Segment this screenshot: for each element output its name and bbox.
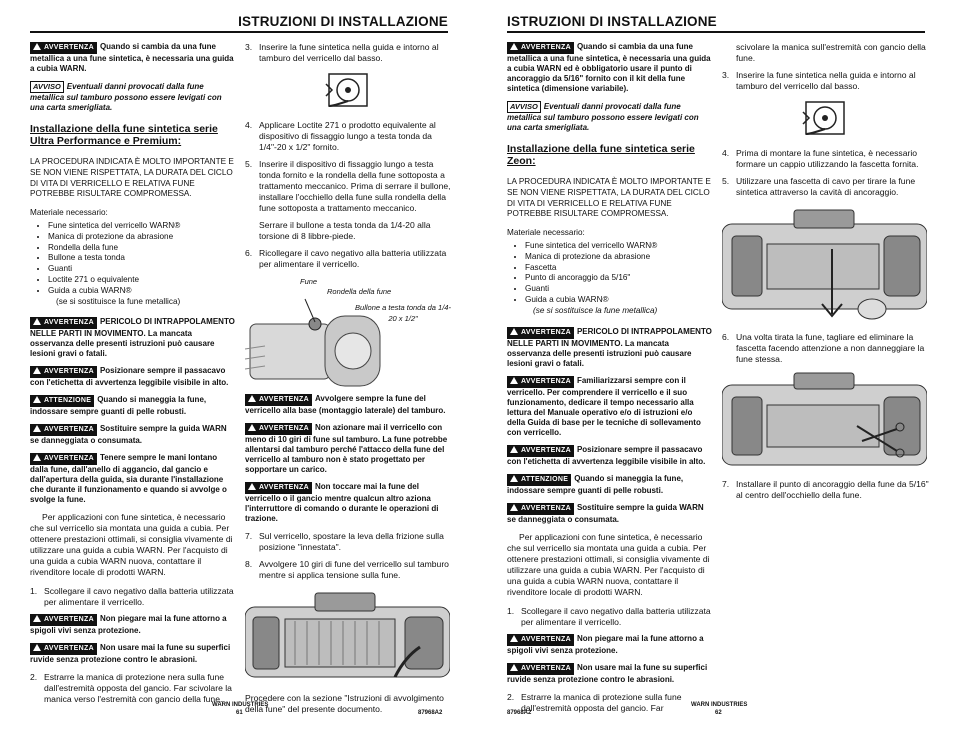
warning-1: AVVERTENZA Quando si cambia da una fune metallica a una fune sintetica, è necessaria una guida a cubia WARN. (30, 42, 234, 73)
right-column-2 (722, 42, 930, 507)
warning-7: AVVERTENZA Non usare mai la fune su superfici ruvide senza protezione contro le abrasioni. (507, 662, 708, 684)
closing-note: Procedere con la sezione "Istruzioni di avvolgimento della fune" del presente documento. (245, 693, 444, 714)
warning-1: AVVERTENZA Quando si cambia da una fune metallica a una fune sintetica, è necessaria una guida a cubia WARN ed è obbligatorio usare il punto di ancoraggio da 5/16" fornito con il kit della fune sintetica (dimensione variabile). (507, 42, 711, 93)
caution-1: ATTENZIONE Quando si maneggia la fune, indossare sempre guanti di pelle robusti. (507, 473, 684, 495)
winch-drum-image (245, 294, 395, 394)
footer-brand: WARN INDUSTRIES (691, 702, 748, 708)
warning-5: AVVERTENZA Tenere sempre le mani lontano dalla fune, dall'anello di aggancio, dal gancio e dall'apertura della guida, sia durante l'installazione che durante il funzionamento e quando si avvolge o svolge la fune. (30, 453, 227, 505)
warning-triangle-icon (33, 644, 41, 651)
warning-6: AVVERTENZA Non piegare mai la fune attorno a spigoli vivi senza protezione. (30, 614, 227, 636)
materials-list (30, 221, 235, 297)
notice-1: AVVISO Eventuali danni provocati dalla fune metallica sul tamburo possono essere levigati con una carta smerigliata. (30, 82, 222, 112)
step-6: 6. Una volta tirata la fune, tagliare ed eliminare la fascetta facendo attenzione a non danneggiare la fune stessa. (722, 332, 925, 364)
footer-doc-code: 87968A2 (418, 710, 443, 716)
warning-tag: AVVERTENZA (30, 42, 97, 54)
material-item: • Fune sintetica del verricello WARN® (48, 221, 235, 232)
warning-triangle-icon (248, 395, 256, 402)
warning-4: AVVERTENZA Posizionare sempre il passacavo con l'etichetta di avvertenza leggibile visibile in alto. (507, 444, 706, 466)
right-column-1 (507, 42, 712, 720)
procedure-note: LA PROCEDURA INDICATA È MOLTO IMPORTANTE E SE NON VIENE RISPETTATA, LA DURATA DEL CICLO DI VITA DI VERRICELLO E RELATIVA FUNE POTREBBE RISULTARE COMPROMESSA. (30, 157, 234, 199)
drum-rope-diagram (800, 98, 850, 138)
drum-rope-diagram (323, 70, 373, 110)
footer-page-number: 61 (236, 710, 243, 716)
step-7: 7. Installare il punto di ancoraggio della fune da 5/16" al centro dell'occhiello della fune. (722, 479, 929, 500)
procedure-note: LA PROCEDURA INDICATA È MOLTO IMPORTANTE E SE NON VIENE RISPETTATA, LA DURATA DEL CICLO DI VITA DI VERRICELLO E RELATIVA FUNE POTREBBE RISULTARE COMPROMESSA. (507, 177, 711, 219)
material-item: • Manica di protezione da abrasione (48, 232, 235, 243)
materials-note: (se si sostituisce la fune metallica) (533, 305, 658, 315)
warning-triangle-icon (33, 425, 41, 432)
step-2-cont: scivolare la manica sull'estremità con gancio della fune. (736, 42, 926, 63)
materials-label: Materiale necessario: (507, 228, 585, 238)
warning-4: AVVERTENZA Sostituire sempre la guida WARN se danneggiata o consumata. (30, 424, 227, 446)
warning-triangle-icon (33, 454, 41, 461)
step-7: 7. Sul verricello, spostare la leva della frizione sulla posizione "innestata". (245, 531, 444, 552)
winch-cut-tie-image (722, 371, 927, 471)
material-item: • Guanti (525, 284, 712, 295)
material-item: • Punto di ancoraggio da 5/16" (525, 273, 712, 284)
label-fune: Fune (300, 277, 318, 286)
label-rondella: Rondella della fune (327, 287, 392, 296)
material-item: • Fascetta (525, 263, 712, 274)
step-5: 5. Utilizzare una fascetta di cavo per tirare la fune sintetica attraverso la cavità di ancoraggio. (722, 176, 916, 197)
step-5-torque: Serrare il bullone a testa tonda da 1/4-20 alla torsione di 8 libbre-piede. (259, 220, 431, 241)
warning-triangle-icon (248, 424, 256, 431)
page-header: ISTRUZIONI DI INSTALLAZIONE (30, 14, 448, 33)
step-3: 3. Inserire la fune sintetica nella guida e intorno al tamburo del verricello dal basso. (722, 70, 916, 91)
warning-3: AVVERTENZA Posizionare sempre il passacavo con l'etichetta di avvertenza leggibile visibile in alto. (30, 366, 229, 388)
material-item: • Guida a cubia WARN® (48, 286, 235, 297)
material-item: • Fune sintetica del verricello WARN® (525, 241, 712, 252)
material-item: • Manica di protezione da abrasione (525, 252, 712, 263)
step-1: 1. Scollegare il cavo negativo dalla batteria utilizzata per alimentare il verricello. (30, 586, 234, 608)
warning-6: AVVERTENZA Non piegare mai la fune attorno a spigoli vivi senza protezione. (507, 633, 704, 655)
warning-triangle-icon (510, 328, 518, 335)
materials-label: Materiale necessario: (30, 208, 108, 218)
warning-triangle-icon (510, 446, 518, 453)
warning-3: AVVERTENZA Familiarizzarsi sempre con il verricello. Per comprendere il verricello e il suo funzionamento, dedicare il tempo necessario alla lettura del Manuale operativo e/o di istruzioni e/o della Guida di base per le tecniche di sollevamento con verricello. (507, 375, 701, 437)
label-bullone: Bullone a testa tonda da 1/4-20 x 1/2" (355, 303, 451, 323)
winch-illustration-1 (245, 276, 453, 394)
page-62 (477, 0, 954, 738)
intro-paragraph: Per applicazioni con fune sintetica, è necessario che sul verricello sia montata una guida a cubia. Per ottenere prestazioni ottimali, si consiglia vivamente di utilizzare una guida a cubia WARN. Per l'acquisto di una guida a cubia WARN nuova, contattare il rivenditore locale di prodotti WARN. (30, 512, 233, 578)
warning-8: AVVERTENZA Avvolgere sempre la fune del verricello alla base (montaggio laterale) del tamburo. (245, 394, 446, 415)
warning-triangle-icon (33, 43, 41, 50)
warning-triangle-icon (510, 635, 518, 642)
left-column-1 (30, 42, 235, 711)
material-item: • Guida a cubia WARN® (525, 295, 712, 306)
warning-2: AVVERTENZA PERICOLO DI INTRAPPOLAMENTO NELLE PARTI IN MOVIMENTO. La mancata osservanza delle presenti istruzioni può causare lesioni gravi o fatali. (30, 317, 235, 359)
material-item: • Rondella della fune (48, 243, 235, 254)
material-item: • Loctite 271 o equivalente (48, 275, 235, 286)
warning-triangle-icon (33, 367, 41, 374)
warning-10: AVVERTENZA Non toccare mai la fune del verricello o il gancio mentre qualcun altro aziona l'interruttore di comando o durante le operazioni di trazione. (245, 482, 439, 523)
page-header: ISTRUZIONI DI INSTALLAZIONE (507, 14, 925, 33)
left-column-2 (245, 42, 453, 723)
intro-paragraph: Per applicazioni con fune sintetica, è necessario che sul verricello sia montata una guida a cubia. Per ottenere prestazioni ottimali, si consiglia vivamente di utilizzare una guida a cubia WARN. Per l'acquisto di una guida a cubia WARN nuova, contattare il rivenditore locale di prodotti WARN. (507, 531, 710, 597)
caution-1: ATTENZIONE Quando si maneggia la fune, indossare sempre guanti di pelle robusti. (30, 395, 207, 417)
warning-triangle-icon (510, 504, 518, 511)
step-6: 6. Ricollegare il cavo negativo alla batteria utilizzata per alimentare il verricello. (245, 248, 447, 269)
materials-list (507, 241, 712, 306)
warning-triangle-icon (248, 483, 256, 490)
materials-note: (se si sostituisce la fune metallica) (56, 296, 181, 306)
step-4: 4. Prima di montare la fune sintetica, è necessario formare un cappio utilizzando la fascetta fornita. (722, 148, 919, 169)
warning-7: AVVERTENZA Non usare mai la fune su superfici ruvide senza protezione contro le abrasioni. (30, 643, 231, 665)
step-4: 4. Applicare Loctite 271 o prodotto equivalente al dispositivo di fissaggio lungo a testa tonda da 1/4"-20 x 1/2" fornito. (245, 120, 436, 152)
caution-triangle-icon (510, 475, 518, 482)
step-2: 2. Estrarre la manica di protezione nera sulla fune dall'estremità opposta del gancio. Far scivolare la manica verso l'estremità con gancio della fune. (30, 672, 232, 705)
step-3: 3. Inserire la fune sintetica nella guida e intorno al tamburo del verricello dal basso. (245, 42, 439, 63)
step-5: 5. Inserire il dispositivo di fissaggio lungo a testa tonda fornito e la rondella della fune sottoposta a trattamento meccanico. Prima di serrare il bullone, installare l'occhiello della fune sulla rondella della fune sottoposta a trattamento meccanico. (245, 159, 451, 213)
material-item: • Bullone a testa tonda (48, 253, 235, 264)
material-item: • Guanti (48, 264, 235, 275)
footer-doc-code: 87968A2 (507, 710, 532, 716)
warning-triangle-icon (510, 664, 518, 671)
section-title: Installazione della fune sintetica serie Zeon: (507, 143, 695, 167)
caution-triangle-icon (33, 396, 41, 403)
section-title: Installazione della fune sintetica serie Ultra Performance e Premium: (30, 123, 218, 147)
warning-triangle-icon (33, 318, 41, 325)
notice-1: AVVISO Eventuali danni provocati dalla fune metallica sul tamburo possono essere levigati con una carta smerigliata. (507, 102, 699, 132)
footer-page-number: 62 (715, 710, 722, 716)
winch-spool-image (245, 587, 450, 685)
step-8: 8. Avvolgere 10 giri di fune del verricello sul tamburo mentre si applica tensione sulla fune. (245, 559, 449, 580)
step-1: 1. Scollegare il cavo negativo dalla batteria utilizzata per alimentare il verricello. (507, 605, 711, 627)
footer-brand: WARN INDUSTRIES (212, 702, 269, 708)
winch-zip-tie-image (722, 204, 927, 324)
warning-9: AVVERTENZA Non azionare mai il verricello con meno di 10 giri di fune sul tamburo. La fune potrebbe allentarsi dal tamburo perché l'attacco della fune del verricello al tamburo non è stato progettato per sopportare un carico. (245, 423, 448, 474)
warning-5: AVVERTENZA Sostituire sempre la guida WARN se danneggiata o consumata. (507, 502, 704, 524)
warning-triangle-icon (33, 615, 41, 622)
warning-triangle-icon (510, 43, 518, 50)
warning-2: AVVERTENZA PERICOLO DI INTRAPPOLAMENTO NELLE PARTI IN MOVIMENTO. La mancata osservanza delle presenti istruzioni può causare lesioni gravi o fatali. (507, 326, 712, 368)
warning-triangle-icon (510, 377, 518, 384)
step-2: 2. Estrarre la manica di protezione sulla fune dall'estremità opposta del gancio. Far (507, 691, 682, 713)
